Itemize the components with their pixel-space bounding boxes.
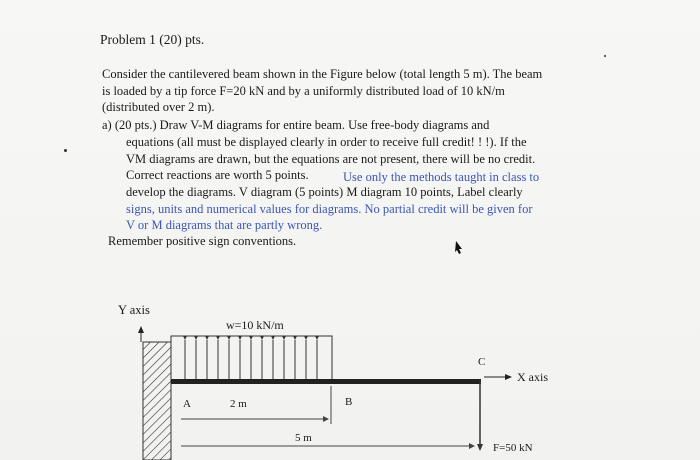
distributed-load-arrowheads [183,336,319,340]
intro-line-1: Consider the cantilevered beam shown in the Figure below (total length 5 m). The beam [102,67,543,81]
part-a-line-3: VM diagrams are drawn, but the equations are not present, there will be no credit. [126,152,536,166]
x-axis-arrow-icon [484,374,512,380]
dimension-5m-line [181,443,475,449]
dimension-2m-line [181,386,331,424]
point-b-label: B [345,396,353,408]
tip-force-label: F=50 kN [493,442,533,454]
part-a-line-4b: Use only the methods taught in class to [343,170,540,184]
intro-line-2: is loaded by a tip force F=20 kN and by a uniformly distributed load of 10 kN/m [102,84,505,98]
cantilever-beam [171,379,481,384]
point-c-label: C [478,356,486,368]
dimension-5m-label: 5 m [295,432,312,444]
force-arrow-icon [477,380,483,451]
point-a-label: A [183,398,191,410]
load-label: w=10 kN/m [226,318,284,332]
dimension-2m-label: 2 m [230,398,247,410]
problem-title: Problem 1 (20) pts. [100,32,205,47]
part-a-line-2: equations (all must be displayed clearly in order to receive full credit! ! !). If the [126,135,527,149]
part-a-line-5: develop the diagrams. V diagram (5 points) M diagram 10 points, Label clearly [126,185,523,199]
part-a-line-1: a) (20 pts.) Draw V-M diagrams for entire beam. Use free-body diagrams and [102,118,490,132]
part-a-line-4a: Correct reactions are worth 5 points. [126,168,309,182]
part-a-line-7: V or M diagrams that are partly wrong. [126,218,323,232]
fixed-wall-support [143,342,171,460]
y-axis-arrow-icon [138,326,144,342]
part-a-line-6: signs, units and numerical values for diagrams. No partial credit will be given for [126,202,533,216]
reminder-text: Remember positive sign conventions. [108,234,297,248]
x-axis-label: X axis [517,370,548,384]
distributed-load-arrows [185,340,317,382]
intro-line-3: (distributed over 2 m). [102,100,215,114]
mouse-cursor-icon [455,241,462,254]
y-axis-label: Y axis [118,303,150,317]
